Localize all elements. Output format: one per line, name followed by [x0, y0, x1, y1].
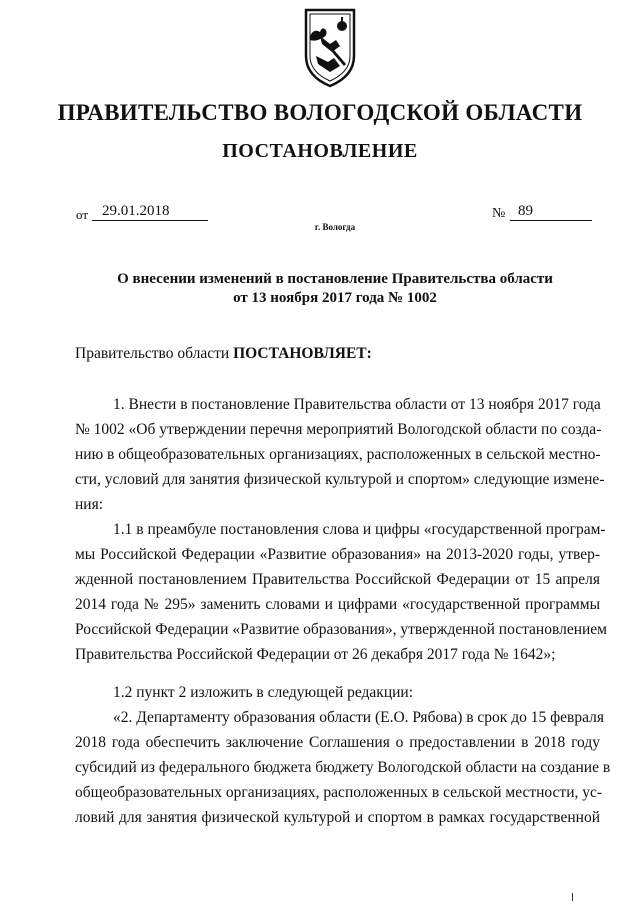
organization-title: ПРАВИТЕЛЬСТВО ВОЛОГОДСКОЙ ОБЛАСТИ: [57, 100, 583, 125]
scan-mark: [572, 893, 573, 901]
decree-statement: [75, 344, 600, 364]
body-line: 2018 года обеспечить заключение Соглашения о предоставлении в 2018 году: [75, 734, 600, 751]
body-line: сти, условий для занятия физической культурой и спортом» следующие измене-: [75, 471, 605, 488]
body-line: нию в общеобразовательных организациях, расположенных в сельской местно-: [75, 446, 601, 463]
document-subject: [0, 270, 640, 308]
decree-keyword: ПОСТАНОВЛЯЕТ:: [233, 345, 372, 362]
body-line: «2. Департаменту образования области (Е.О. Рябова) в срок до 15 февраля: [113, 709, 604, 726]
body-line: Российской Федерации «Развитие образования», утвержденной постановлением: [75, 621, 607, 638]
number-label: №: [492, 206, 506, 221]
body-line: Правительства Российской Федерации от 26 декабря 2017 года № 1642»;: [75, 646, 556, 663]
document-type: ПОСТАНОВЛЕНИЕ: [222, 140, 418, 162]
body-line: субсидий из федерального бюджета бюджету Вологодской области на создание в: [75, 759, 611, 776]
body-line: 2014 года № 295» заменить словами и цифрами «государственной программы: [75, 596, 600, 613]
body-line: общеобразовательных организациях, расположенных в сельской местности, ус-: [75, 784, 603, 801]
subject-line: О внесении изменений в постановление Правительства области: [117, 271, 553, 287]
document-city: г. Вологда: [314, 222, 356, 232]
decree-prefix: Правительство области: [75, 345, 234, 362]
body-line: ния:: [75, 496, 104, 513]
body-line: мы Российской Федерации «Развитие образования» на 2013-2020 годы, утвер-: [75, 546, 600, 563]
body-line: ловий для занятия физической культурой и спортом в рамках государственной: [75, 809, 600, 826]
document-date: 29.01.2018: [92, 203, 208, 221]
body-line: 1.1 в преамбуле постановления слова и цифры «государственной програм-: [113, 521, 606, 538]
body-line: 1.2 пункт 2 изложить в следующей редакции:: [113, 684, 414, 701]
body-line: жденной постановлением Правительства Российской Федерации от 15 апреля: [75, 571, 600, 588]
body-line: 1. Внести в постановление Правительства области от 13 ноября 2017 года: [113, 396, 601, 413]
subject-line: от 13 ноября 2017 года № 1002: [233, 290, 437, 306]
date-label: от: [76, 207, 89, 222]
document-number: 89: [510, 203, 592, 221]
body-line: № 1002 «Об утверждении перечня мероприятий Вологодской области по созда-: [75, 421, 602, 438]
vologda-coat-of-arms-icon: [300, 6, 360, 90]
